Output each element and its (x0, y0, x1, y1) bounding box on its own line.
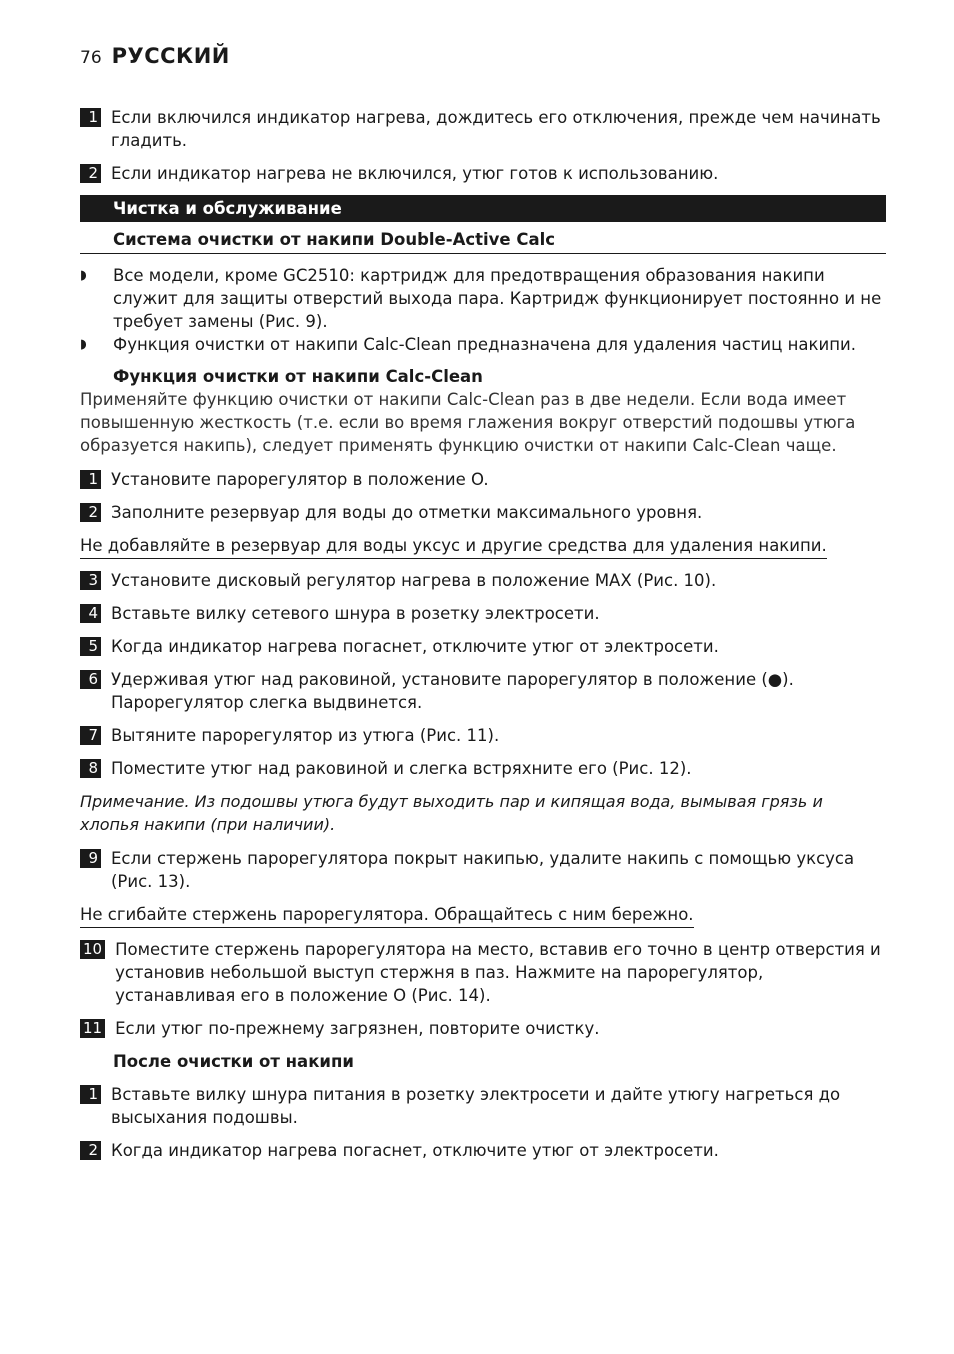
step-number: 3 (80, 571, 101, 590)
step-item (80, 1083, 886, 1129)
bullet-item (80, 264, 886, 333)
step-item (80, 106, 886, 152)
step-item (80, 938, 886, 1007)
page-content (80, 106, 886, 1172)
step-number: 2 (80, 164, 101, 183)
step-text: Когда индикатор нагрева погаснет, отключите утюг от электросети. (111, 1141, 719, 1160)
step-number: 2 (80, 1141, 101, 1160)
step-number: 1 (80, 1085, 101, 1104)
section-title: Чистка и обслуживание (80, 195, 886, 222)
warning-text: Не добавляйте в резервуар для воды уксус и другие средства для удаления накипи. (80, 534, 827, 559)
step-text: Установите дисковый регулятор нагрева в положение MAX (Рис. 10). (111, 571, 717, 590)
bullet-item (80, 333, 886, 356)
language-title: РУССКИЙ (111, 44, 230, 68)
step-text: Поместите утюг над раковиной и слегка встряхните его (Рис. 12). (111, 759, 692, 778)
step-number: 5 (80, 637, 101, 656)
bullet-text: Функция очистки от накипи Calc-Clean предназначена для удаления частиц накипи. (113, 335, 856, 354)
step-number: 10 (80, 940, 105, 959)
step-item (80, 569, 886, 592)
step-item (80, 724, 886, 747)
step-item (80, 1017, 886, 1040)
step-item (80, 602, 886, 625)
step-item (80, 757, 886, 780)
bullet-text: Все модели, кроме GC2510: картридж для предотвращения образования накипи служит для защиты отверстий выхода пара. Картридж функционирует постоянно и не требует замены (Рис. 9). (113, 266, 882, 331)
step-text: Вставьте вилку сетевого шнура в розетку электросети. (111, 604, 600, 623)
subsection-title: Система очистки от накипи Double-Active Calc (80, 222, 886, 254)
step-number: 2 (80, 503, 101, 522)
after-clean-heading: После очистки от накипи (113, 1052, 354, 1071)
step-number: 4 (80, 604, 101, 623)
step-number: 9 (80, 849, 101, 868)
step-text: Вытяните парорегулятор из утюга (Рис. 11). (111, 726, 500, 745)
bullet-icon: ◗ (80, 337, 87, 352)
page-header (80, 44, 230, 68)
step-text: Поместите стержень парорегулятора на место, вставив его точно в центр отверстия и установив небольшой выступ стержня в паз. Нажмите на парорегулятор, устанавливая его в положение O (Рис. 14). (115, 940, 881, 1005)
step-text: Если включился индикатор нагрева, дождитесь его отключения, прежде чем начинать гладить. (111, 108, 881, 150)
step-text: Если утюг по-прежнему загрязнен, повторите очистку. (115, 1019, 600, 1038)
step-text: Удерживая утюг над раковиной, установите парорегулятор в положение (●). Парорегулятор слегка выдвинется. (111, 670, 794, 712)
step-number: 6 (80, 670, 101, 689)
warning-text: Не сгибайте стержень парорегулятора. Обращайтесь с ним бережно. (80, 903, 694, 928)
step-text: Вставьте вилку шнура питания в розетку электросети и дайте утюгу нагреться до высыхания подошвы. (111, 1085, 841, 1127)
note-text: Примечание. Из подошвы утюга будут выходить пар и кипящая вода, вымывая грязь и хлопья накипи (при наличии). (80, 792, 823, 834)
step-number: 7 (80, 726, 101, 745)
step-item (80, 501, 886, 524)
step-number: 1 (80, 470, 101, 489)
step-number: 11 (80, 1019, 105, 1038)
step-item (80, 1139, 886, 1162)
step-number: 8 (80, 759, 101, 778)
step-text: Заполните резервуар для воды до отметки максимального уровня. (111, 503, 703, 522)
step-item (80, 635, 886, 658)
step-text: Если индикатор нагрева не включился, утюг готов к использованию. (111, 164, 719, 183)
step-item (80, 468, 886, 491)
bullet-icon: ◗ (80, 268, 87, 283)
calc-clean-heading: Функция очистки от накипи Calc-Clean (113, 367, 483, 386)
calc-clean-intro: Применяйте функцию очистки от накипи Calc-Clean раз в две недели. Если вода имеет повышенную жесткость (т.е. если во время глажения вокруг отверстий подошвы утюга образуется накипь), следует применять функцию очистки от накипи Calc-Clean чаще. (80, 390, 856, 455)
step-text: Если стержень парорегулятора покрыт накипью, удалите накипь с помощью уксуса (Рис. 13). (111, 849, 855, 891)
step-item (80, 847, 886, 893)
step-text: Когда индикатор нагрева погаснет, отключите утюг от электросети. (111, 637, 719, 656)
step-text: Установите парорегулятор в положение O. (111, 470, 489, 489)
step-item (80, 162, 886, 185)
page-number: 76 (80, 48, 102, 68)
step-item (80, 668, 886, 714)
step-number: 1 (80, 108, 101, 127)
